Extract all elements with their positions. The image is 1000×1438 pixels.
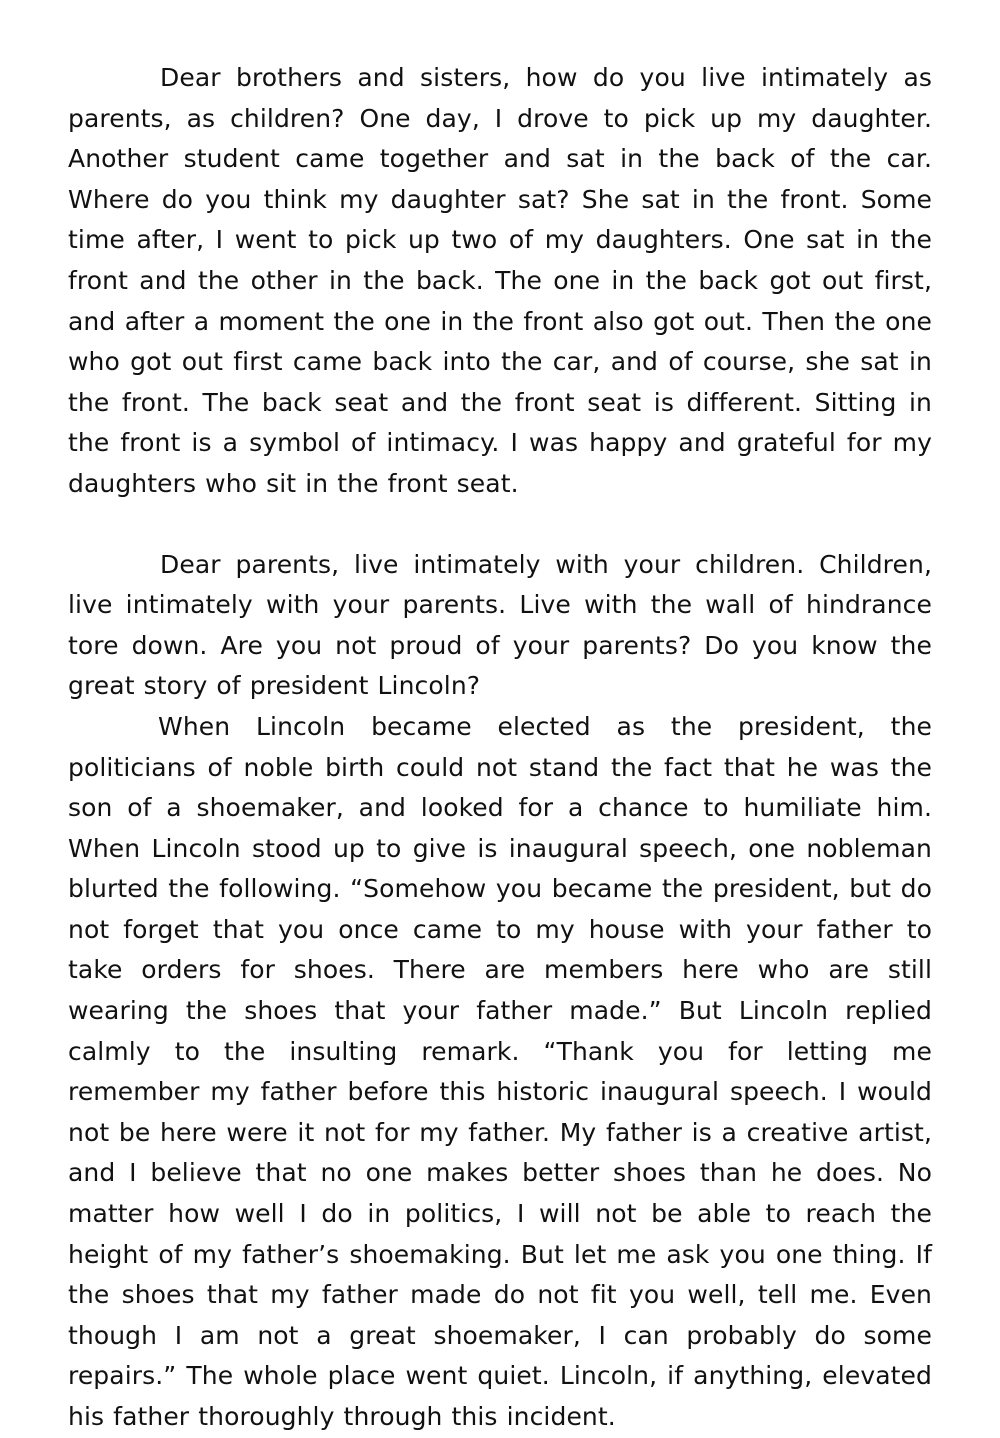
paragraph-front-seat: Dear brothers and sisters, how do you live intimately as parents, as children? One day, I drove to pick up my daughter. Another student came together and sat in the back of the car. Where do you think my daughter sat? She sat in the front. Some time after, I went to pick up two of my daughters. One sat in the front and the other in the back. The one in the back got out first, and after a moment the one in the front also got out. Then the one who got out first came back into the car, and of course, she sat in the front. The back seat and the front seat is different. Sitting in the front is a symbol of intimacy. I was happy and grateful for my daughters who sit in the front seat.: [68, 63, 932, 498]
document-page: [68, 58, 932, 1438]
paragraph-dear-parents: Dear parents, live intimately with your children. Children, live intimately with your parents. Live with the wall of hindrance tore down. Are you not proud of your parents? Do you know the great story of president Lincoln?: [68, 549, 932, 701]
paragraph-lincoln-story: When Lincoln became elected as the president, the politicians of noble birth could not stand the fact that he was the son of a shoemaker, and looked for a chance to humiliate him. When Lincoln stood up to give is inaugural speech, one nobleman blurted the following. “Somehow you became the president, but do not forget that you once came to my house with your father to take orders for shoes. There are members here who are still wearing the shoes that your father made.” But Lincoln replied calmly to the insulting remark. “Thank you for letting me remember my father before this historic inaugural speech. I would not be here were it not for my father. My father is a creative artist, and I believe that no one makes better shoes than he does. No matter how well I do in politics, I will not be able to reach the height of my father’s shoemaking. But let me ask you one thing. If the shoes that my father made do not fit you well, tell me. Even though I am not a great shoemaker, I can probably do some repairs.” The whole place went quiet. Lincoln, if anything, elevated his father thoroughly through this incident.: [68, 711, 932, 1431]
paragraph-spacer: [68, 505, 932, 545]
